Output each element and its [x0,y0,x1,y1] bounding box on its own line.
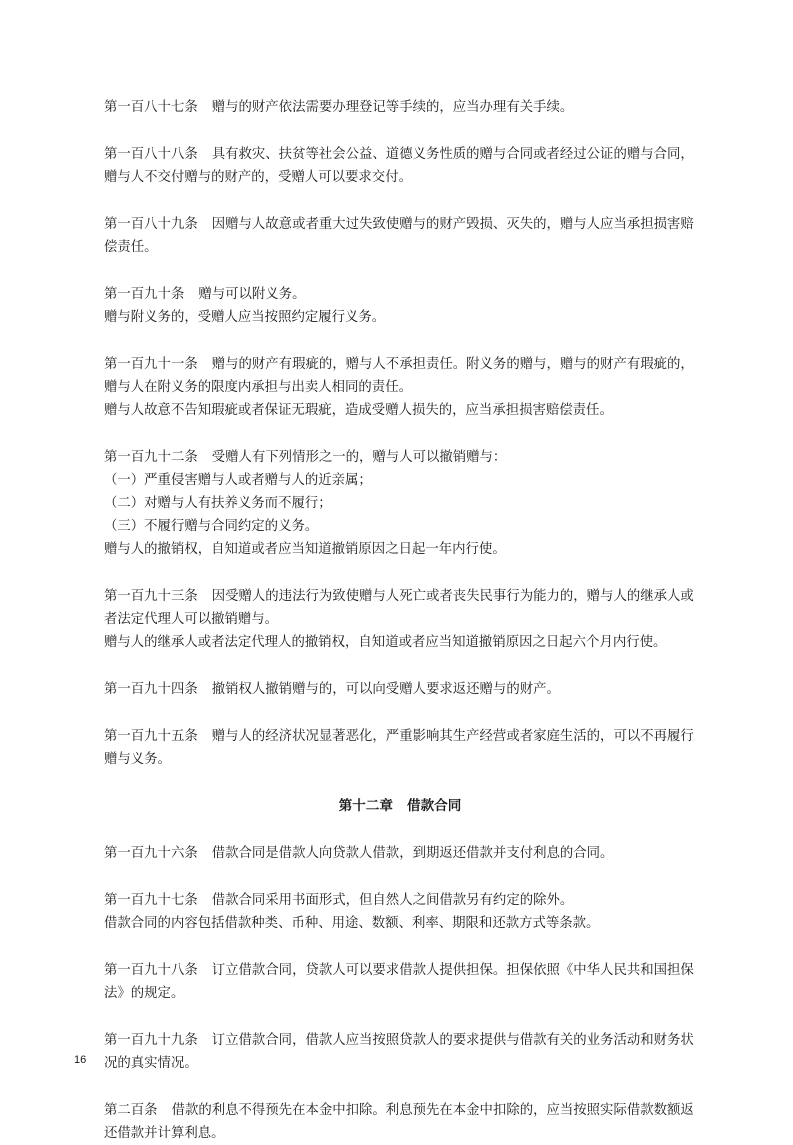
article-text [104,842,696,865]
article-number: 第一百九十条 [104,287,185,302]
chapter-title: 借款合同 [407,798,462,814]
article-text [104,889,696,912]
article [104,889,696,935]
article-clause: 赠与人故意不告知瑕疵或者保证无瑕疵，造成受赠人损失的，应当承担损害赔偿责任。 [104,403,613,418]
article-text [104,1099,696,1145]
article-clause: （一）严重侵害赠与人或者赠与人的近亲属； [104,473,372,488]
article [104,283,696,329]
article-text [104,725,696,771]
article-text [104,585,696,631]
article [104,1029,696,1075]
paragraph-gap [104,259,696,283]
article-clause: （二）对赠与人有扶养义务而不履行； [104,496,332,511]
article-number: 第一百九十九条 [104,1033,198,1048]
article [104,96,696,119]
article-body: 赠与的财产有瑕疵的，赠与人不承担责任。附义务的赠与，赠与的财产有瑕疵的，赠与人在附义务的限度内承担与出卖人相同的责任。 [104,357,694,395]
article-text [104,283,696,306]
article-text [104,959,696,1005]
article-number: 第一百九十三条 [104,589,198,604]
article [104,842,696,865]
paragraph-gap [104,1075,696,1099]
paragraph-gap [104,422,696,446]
article-clause: 赠与人的撤销权，自知道或者应当知道撤销原因之日起一年内行使。 [104,542,506,557]
article-clause: 借款合同的内容包括借款种类、币种、用途、数额、利率、期限和还款方式等条款。 [104,916,600,931]
paragraph-gap [104,329,696,353]
article-text [104,213,696,259]
article-number: 第一百九十二条 [104,450,198,465]
paragraph-gap [104,701,696,725]
article-body: 赠与可以附义务。 [198,287,306,302]
paragraph-gap [104,935,696,959]
article-body: 订立借款合同，贷款人可以要求借款人提供担保。担保依照《中华人民共和国担保法》的规定。 [104,963,694,1001]
article-body: 具有救灾、扶贫等社会公益、道德义务性质的赠与合同或者经过公证的赠与合同，赠与人不交付赠与的财产的，受赠人可以要求交付。 [104,147,694,185]
article-body: 撤销权人撤销赠与的，可以向受赠人要求返还赠与的财产。 [211,682,560,697]
article-number: 第一百九十六条 [104,846,198,861]
article-body: 受赠人有下列情形之一的，赠与人可以撤销赠与： [211,450,507,465]
article-text [104,96,696,119]
article-number: 第一百九十八条 [104,963,198,978]
article [104,959,696,1005]
chapter-heading [104,795,696,818]
article-body: 借款合同是借款人向贷款人借款，到期返还借款并支付利息的合同。 [211,846,614,861]
article-body: 赠与的财产依法需要办理登记等手续的，应当办理有关手续。 [211,100,574,115]
article-body: 因赠与人故意或者重大过失致使赠与的财产毁损、灭失的，赠与人应当承担损害赔偿责任。 [104,217,694,255]
article-text [104,1029,696,1075]
article [104,1099,696,1145]
article-text [104,678,696,701]
paragraph-gap [104,654,696,678]
article [104,446,696,561]
article-body: 借款合同采用书面形式，但自然人之间借款另有约定的除外。 [211,893,574,908]
article-number: 第二百条 [104,1103,158,1118]
chapter-number: 第十二章 [338,798,393,814]
paragraph-gap [104,865,696,889]
article-number: 第一百九十一条 [104,357,198,372]
paragraph-gap [104,1005,696,1029]
article-text [104,143,696,189]
article-body: 订立借款合同，借款人应当按照贷款人的要求提供与借款有关的业务活动和财务状况的真实情况。 [104,1033,694,1071]
article-text [104,446,696,469]
article [104,585,696,654]
article-number: 第一百九十五条 [104,729,198,744]
paragraph-gap [104,561,696,585]
article-number: 第一百八十九条 [104,217,198,232]
document-body [104,96,696,1145]
article [104,213,696,259]
article [104,353,696,422]
page-number: 16 [74,1054,87,1066]
article [104,143,696,189]
article-clause: 赠与附义务的，受赠人应当按照约定履行义务。 [104,310,386,325]
article [104,678,696,701]
paragraph-gap [104,771,696,795]
paragraph-gap [104,818,696,842]
article-number: 第一百八十七条 [104,100,198,115]
article-body: 借款的利息不得预先在本金中扣除。利息预先在本金中扣除的，应当按照实际借款数额返还借款并计算利息。 [104,1103,694,1141]
article-body: 因受赠人的违法行为致使赠与人死亡或者丧失民事行为能力的，赠与人的继承人或者法定代理人可以撤销赠与。 [104,589,694,627]
paragraph-gap [104,119,696,143]
article-number: 第一百九十四条 [104,682,198,697]
article-text [104,353,696,399]
paragraph-gap [104,189,696,213]
article [104,725,696,771]
article-body: 赠与人的经济状况显著恶化，严重影响其生产经营或者家庭生活的，可以不再履行赠与义务。 [104,729,694,767]
article-number: 第一百八十八条 [104,147,198,162]
article-clause: （三）不履行赠与合同约定的义务。 [104,519,319,534]
article-clause: 赠与人的继承人或者法定代理人的撤销权，自知道或者应当知道撤销原因之日起六个月内行使。 [104,635,667,650]
article-number: 第一百九十七条 [104,893,198,908]
